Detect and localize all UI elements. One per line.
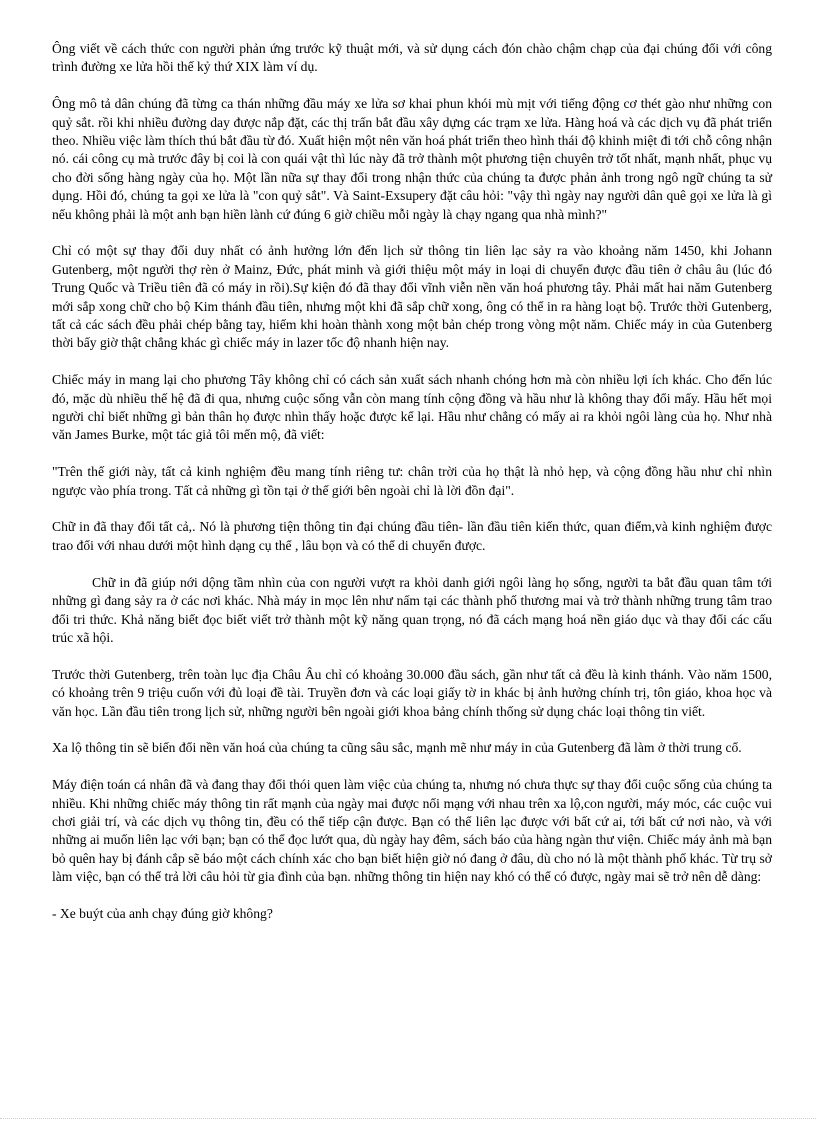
paragraph-gutenberg: Chỉ có một sự thay đổi duy nhất có ảnh hưởng lớn đến lịch sử thông tin liên lạc sảy ra vào khoảng năm 1450, khi Johann Gutenberg, một người thợ rèn ở Mainz, Đức, phát minh và giới thiệu một máy in loại di chuyển được đầu tiên ở châu âu (lúc đó Trung Quốc và Triều tiên đã có máy in rồi).Sự kiện đó đã thay đổi vĩnh viễn nền văn hoá phương tây. Phải mất hai năm Gutenberg mới sắp xong chữ cho bộ Kim thánh đầu tiên, nhưng một khi đã sắp chữ xong, ông có thể in ra hàng loạt bộ. Trước thời Gutenberg, tất cả các sách đều phải chép bằng tay, hiếm khi hoàn thành xong một bản chép trong vòng một năm. Chiếc máy in của Gutenberg thời bấy giờ thật chẳng khác gì chiếc máy in lazer tốc độ nhanh hiện nay. xyxy=(52,243,772,351)
paragraph-iron-monster: Ông mô tả dân chúng đã từng ca thán những đầu máy xe lửa sơ khai phun khói mù mịt với tiếng động cơ thét gào như những con quỷ sắt. rồi khi nhiều đường day được nắp đặt, các thị trấn bắt đầu xây dựng các trạm xe lửa. Hàng hoá và các dịch vụ đã phát triển theo. Nhiều việc làm thích thú bắt đầu từ đó. Xuất hiện một nên văn hoá phát triển theo hình thái độ khinh miệt đi tới chỗ công nhận nó. cái công cụ mà trước đây bị coi là con quái vật thì lúc này đã trở thành một phương tiện chuyên trở tốt nhất, mạnh nhất, phục vụ cho đời sống hàng ngày của họ. Một lần nữa sự thay đổi trong nhận thức của chúng ta được phản ảnh trong ngô ngữ chúng ta sử dụng. Hồi đó, chúng ta gọi xe lửa là "con quỷ sắt". Và Saint-Exsupery đặt câu hỏi: "vậy thì ngày nay người dân quê gọi xe lửa là gì nếu không phải là một anh bạn hiền lành cứ đúng 6 giờ chiều mỗi ngày là chạy ngang qua nhà mình?" xyxy=(52,96,772,222)
paragraph-europe-books: Trước thời Gutenberg, trên toàn lục địa Châu Âu chỉ có khoảng 30.000 đầu sách, gần như tất cả đều là kinh thánh. Vào năm 1500, có khoảng trên 9 triệu cuốn với đủ loại đề tài. Truyền đơn và các loại giấy tờ in khác bị ảnh hưởng chính trị, tôn giáo, khoa học và văn học. Lần đầu tiên trong lịch sử, những người bên ngoài giới khoa bảng chính thống sử dụng chác loại thông tin viết. xyxy=(52,666,772,719)
paragraph-burke-quote: "Trên thế giới này, tất cả kinh nghiệm đều mang tính riêng tư: chân trời của họ thật là nhỏ hẹp, và cộng đồng hầu như chỉ nhìn ngược vào phía trong. Tất cả những gì tồn tại ở thế giới bên ngoài chỉ là lời đồn đại". xyxy=(52,464,772,498)
document-page xyxy=(52,40,772,923)
paragraph-info-highway: Xa lộ thông tin sẽ biến đổi nền văn hoá của chúng ta cũng sâu sắc, mạnh mẽ như máy in của Gutenberg đã làm ở thời trung cổ. xyxy=(52,740,742,756)
paragraph-railway-intro: Ông viết về cách thức con người phản ứng trước kỹ thuật mới, và sử dụng cách đón chào chậm chạp của đại chúng đối với công trình đường xe lửa hồi thế kỷ thứ XIX làm ví dụ. xyxy=(52,41,772,75)
paragraph-bus-question: - Xe buýt của anh chạy đúng giờ không? xyxy=(52,905,273,921)
paragraph-print-horizon: Chữ in đã giúp nới dộng tầm nhìn của con người vượt ra khỏi danh giới ngôi làng họ sống, người ta bắt đầu quan tâm tới những gì đang sảy ra ở các nơi khác. Nhà máy in mọc lên như nấm tại các thành phố thương mai và trở thành những trung tâm trao đổi tri thức. Khả năng biết đọc biết viết trở thành một kỹ năng quan trọng, nó đã cách mạng hoá nền giáo dục và thay đổi các cấu trúc xã hội. xyxy=(52,574,772,645)
page-bottom-divider xyxy=(0,1118,816,1119)
paragraph-print-changed-all: Chữ in đã thay đổi tất cả,. Nó là phương tiện thông tin đại chúng đầu tiên- lần đầu tiên kiến thức, quan điểm,và kinh nghiệm được trao đổi với nhau dưới một hình dạng cụ thể , lâu bọn và có thể di chuyển được. xyxy=(52,519,772,553)
paragraph-printing-benefits: Chiếc máy in mang lại cho phương Tây không chỉ có cách sản xuất sách nhanh chóng hơn mà còn nhiều lợi ích khác. Cho đến lúc đó, mặc dù nhiều thế hệ đã đi qua, nhưng cuộc sống vẫn còn mang tính cộng đồng và hầu như là không thay đổi mấy. Hầu hết mọi người chỉ biết những gì bản thân họ được nhìn thấy hoặc được kể lại. Hầu như chẳng có mấy ai ra khỏi ngôi làng của họ. Như nhà văn James Burke, một tác giả tôi mến mộ, đã viết: xyxy=(52,372,772,443)
paragraph-personal-computer: Máy điện toán cá nhân đã và đang thay đổi thói quen làm việc của chúng ta, nhưng nó chưa thực sự thay đổi cuộc sống của chúng ta nhiều. Khi những chiếc máy thông tin rất mạnh của ngày mai được nối mạng với nhau trên xa lộ,con người, máy móc, các cuộc vui chơi giải trí, và các dịch vụ thông tin, đều có thể tiếp cận được. Bạn có thể liên lạc được với bất cứ ai, tới bất cứ nơi nào, và với những ai muốn liên lạc với bạn; bạn có thể đọc lướt qua, dù ngày hay đêm, sách báo của hàng ngàn thư viện. Chiếc máy ảnh mà bạn bỏ quên hay bị đánh cắp sẽ báo một cách chính xác cho bạn biết hiện giờ nó đang ở đâu, dù cho nó là một thành phố khác. Từ trụ sở làm việc, bạn có thể trả lời câu hỏi từ gia đình của bạn. những thông tin hiện nay khó có thể có được, ngày mai sẽ trở nên dễ dàng: xyxy=(52,777,772,885)
